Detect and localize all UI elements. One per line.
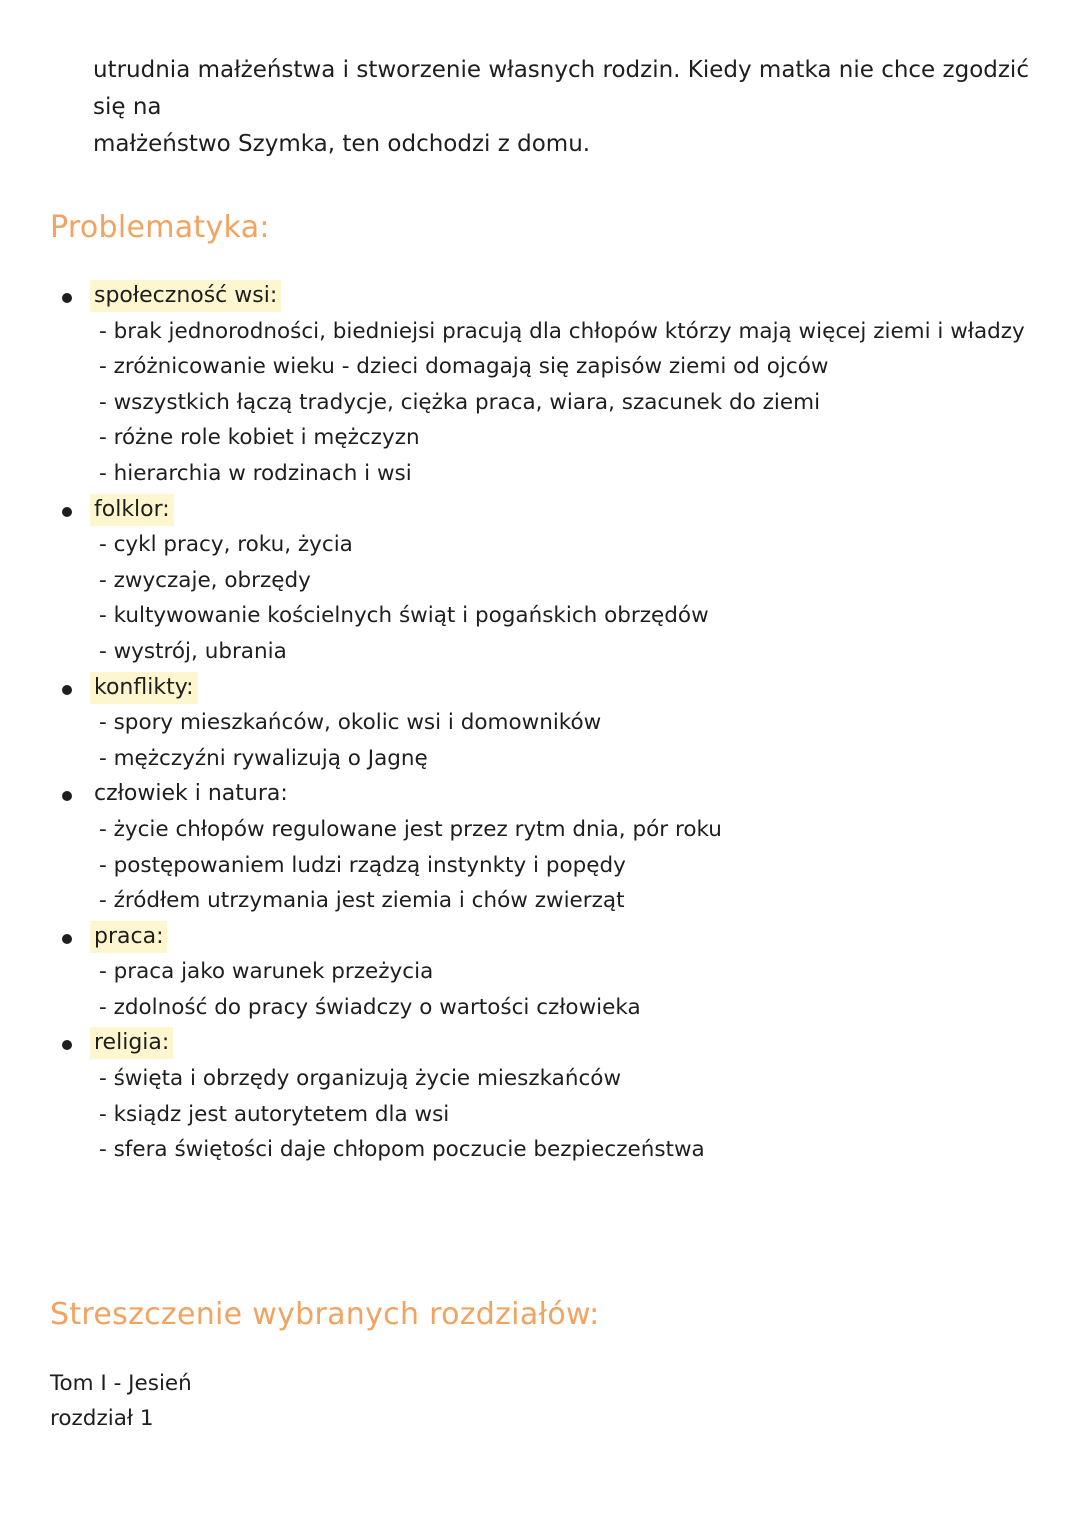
topic-header: [0, 776, 1080, 812]
topic-subitem: - źródłem utrzymania jest ziemia i chów zwierząt: [99, 888, 625, 914]
topic-header: [0, 278, 1080, 314]
topic-label: religia:: [90, 1027, 173, 1059]
topic-subitem: - hierarchia w rodzinach i wsi: [99, 460, 412, 486]
chapter-label: rozdział 1: [50, 1406, 154, 1431]
topic-subitem: - brak jednorodności, biedniejsi pracują dla chłopów którzy mają więcej ziemi i władzy: [99, 318, 1025, 344]
topic-item: [0, 1025, 1080, 1167]
topic-label: człowiek i natura:: [94, 781, 288, 807]
bullet-icon: [62, 791, 72, 801]
topic-label: praca:: [90, 921, 167, 953]
topic-item: [0, 492, 1080, 670]
bullet-icon: [62, 1040, 72, 1050]
problematyka-topic-list: [0, 278, 1080, 1168]
section-heading-streszczenie: Streszczenie wybranych rozdziałów:: [50, 1297, 600, 1332]
topic-subitem: - praca jako warunek przeżycia: [99, 959, 434, 985]
chapter-info: [50, 1366, 192, 1436]
topic-header: [0, 1025, 1080, 1061]
topic-subitem: - kultywowanie kościelnych świąt i pogańskich obrzędów: [99, 603, 709, 629]
topic-subitem: - wystrój, ubrania: [99, 638, 287, 664]
topic-subitem: - cykl pracy, roku, życia: [99, 532, 353, 558]
bullet-icon: [62, 507, 72, 517]
bullet-icon: [62, 685, 72, 695]
topic-item: [0, 776, 1080, 918]
topic-subitem: - różne role kobiet i mężczyzn: [99, 425, 420, 451]
topic-header: [0, 919, 1080, 955]
topic-subitem: - mężczyźni rywalizują o Jagnę: [99, 745, 428, 771]
bullet-icon: [62, 934, 72, 944]
intro-paragraph: [93, 52, 1053, 163]
topic-subitem: - zróżnicowanie wieku - dzieci domagają się zapisów ziemi od ojców: [99, 354, 829, 380]
topic-header: [0, 670, 1080, 706]
topic-subitem: - wszystkich łączą tradycje, ciężka praca, wiara, szacunek do ziemi: [99, 389, 821, 415]
topic-subitem: - sfera świętości daje chłopom poczucie bezpieczeństwa: [99, 1137, 705, 1163]
topic-subitem: - święta i obrzędy organizują życie mieszkańców: [99, 1066, 622, 1092]
section-heading-problematyka: Problematyka:: [50, 210, 270, 245]
topic-subitem: - postępowaniem ludzi rządzą instynkty i popędy: [99, 852, 626, 878]
topic-subitem: - ksiądz jest autorytetem dla wsi: [99, 1101, 450, 1127]
topic-header: [0, 492, 1080, 528]
topic-label: konflikty:: [90, 672, 198, 704]
topic-subitem: - spory mieszkańców, okolic wsi i domowników: [99, 710, 602, 736]
intro-line-2: małżeństwo Szymka, ten odchodzi z domu.: [93, 131, 591, 157]
topic-subitem: - zwyczaje, obrzędy: [99, 567, 311, 593]
topic-label: społeczność wsi:: [90, 280, 281, 312]
intro-line-1: utrudnia małżeństwa i stworzenie własnych rodzin. Kiedy matka nie chce zgodzić się na: [93, 57, 1029, 120]
topic-subitem: - życie chłopów regulowane jest przez rytm dnia, pór roku: [99, 816, 722, 842]
topic-item: [0, 278, 1080, 492]
topic-item: [0, 670, 1080, 777]
bullet-icon: [62, 293, 72, 303]
topic-label: folklor:: [90, 494, 174, 526]
topic-subitem: - zdolność do pracy świadczy o wartości człowieka: [99, 994, 641, 1020]
tom-label: Tom I - Jesień: [50, 1371, 192, 1396]
topic-item: [0, 919, 1080, 1026]
